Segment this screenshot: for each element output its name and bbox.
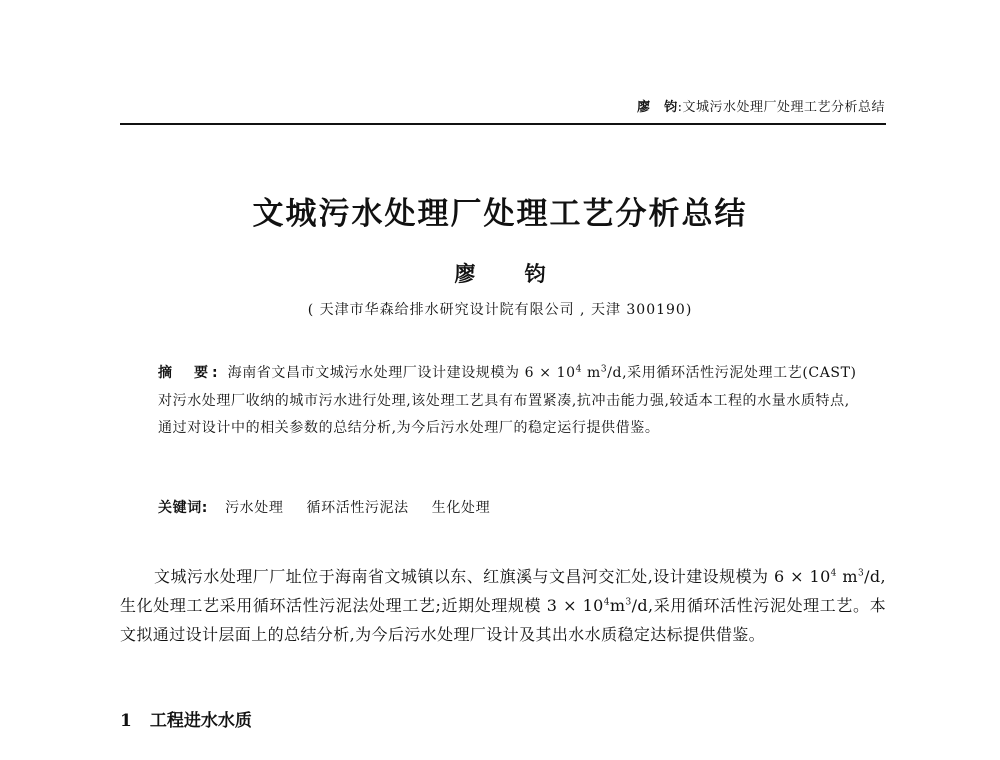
header-rule: [120, 123, 886, 125]
running-header-title: 文城污水处理厂处理工艺分析总结: [682, 100, 885, 115]
abstract: [158, 360, 858, 443]
abstract-label: 摘 要:: [158, 365, 222, 381]
keyword-item: 生化处理: [431, 500, 491, 516]
body-exponent-1: 4: [830, 568, 837, 579]
running-header-separator: :: [677, 100, 683, 115]
keywords-label: 关键词:: [158, 500, 208, 516]
running-header: [637, 96, 885, 115]
body-text-part3: /d,生化处理工艺采用循环活性污泥法处理工艺;近期处理规模 3 × 10: [120, 567, 886, 615]
abstract-text-part2: m: [581, 365, 601, 381]
abstract-exponent-2: 3: [600, 364, 608, 375]
running-header-author: 廖 钧: [637, 100, 678, 115]
keyword-item: 循环活性污泥法: [306, 500, 409, 516]
section-number: 1: [120, 711, 132, 731]
paper-affiliation: ( 天津市华森给排水研究设计院有限公司 , 天津 300190): [307, 302, 693, 318]
body-paragraph: [120, 562, 886, 649]
body-exponent-2: 3: [857, 568, 865, 579]
abstract-exponent-1: 4: [575, 364, 582, 375]
abstract-text-part3: /d,采用循环活性污泥处理工艺(CAST)对污水处理厂收纳的城市污水进行处理,该处理工艺具有布置紧凑,抗冲击能力强,较适本工程的水量水质特点,通过对设计中的相关参数的总结分析,为今后污水处理厂的稳定运行提供借鉴。: [158, 365, 857, 436]
paper-title: 文城污水处理厂处理工艺分析总结: [252, 196, 748, 232]
section-heading: [120, 706, 252, 731]
keywords: [158, 497, 858, 517]
body-exponent-3: 4: [603, 597, 610, 608]
paper-author: 廖 钧: [454, 261, 560, 286]
body-text-part2: m: [836, 567, 858, 586]
body-text-part1: 文城污水处理厂厂址位于海南省文城镇以东、红旗溪与文昌河交汇处,设计建设规模为 6 × 10: [154, 567, 831, 586]
body-exponent-4: 3: [625, 597, 632, 608]
abstract-text-part1: 海南省文昌市文城污水处理厂设计建设规模为 6 × 10: [227, 365, 576, 381]
keyword-item: 污水处理: [225, 500, 284, 516]
section-title: 工程进水水质: [149, 711, 252, 731]
body-text-part4: m: [609, 596, 626, 615]
body-text-part5: /d,采用循环活性污泥处理工艺。本文拟通过设计层面上的总结分析,为今后污水处理厂设计及其出水水质稳定达标提供借鉴。: [120, 596, 886, 644]
